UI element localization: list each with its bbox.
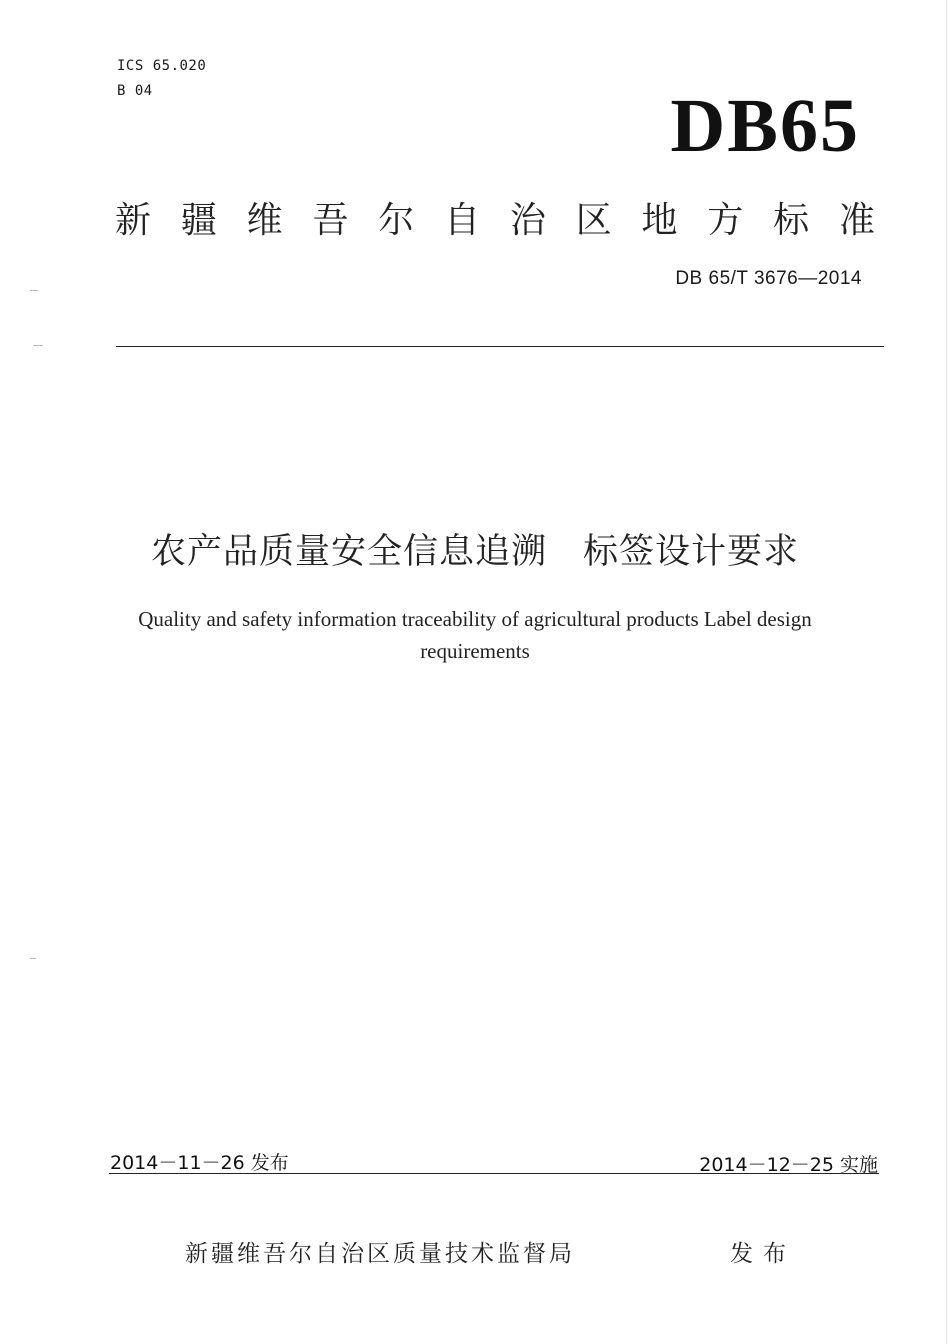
issuer-heading-char: 准 bbox=[838, 200, 875, 241]
top-divider bbox=[116, 346, 884, 347]
title-english-line: requirements bbox=[420, 639, 530, 663]
issuer-heading bbox=[115, 192, 875, 243]
issuer-heading-char: 治 bbox=[509, 200, 546, 241]
issuer-heading-char: 尔 bbox=[378, 200, 415, 241]
ccs-code: B 04 bbox=[117, 83, 153, 99]
issuer-heading-char: 疆 bbox=[180, 200, 217, 241]
issuer-heading-char: 标 bbox=[773, 200, 810, 241]
issue-date: 2014－11－26 发布 bbox=[110, 1152, 289, 1174]
title-english bbox=[100, 603, 850, 667]
standard-number: DB 65/T 3676—2014 bbox=[675, 268, 862, 289]
bottom-divider bbox=[109, 1173, 879, 1174]
issuer-heading-char: 区 bbox=[575, 200, 612, 241]
scan-edge bbox=[946, 0, 947, 1344]
ics-code: ICS 65.020 bbox=[117, 58, 207, 74]
scan-speck bbox=[30, 290, 38, 291]
issuer-heading-char: 方 bbox=[707, 200, 744, 241]
implementation-date: 2014－12－25 实施 bbox=[699, 1154, 878, 1176]
issuer-heading-char: 自 bbox=[444, 200, 481, 241]
title-english-line: Quality and safety information traceability of agricultural products Label design bbox=[138, 607, 812, 631]
scan-speck bbox=[30, 958, 36, 959]
scan-speck bbox=[33, 345, 43, 346]
issuer-heading-char: 新 bbox=[115, 200, 152, 241]
publish-label: 发布 bbox=[730, 1241, 796, 1267]
db65-logo: DB65 bbox=[670, 84, 860, 168]
issuer-heading-char: 地 bbox=[641, 200, 678, 241]
issuing-authority: 新疆维吾尔自治区质量技术监督局 bbox=[185, 1241, 575, 1267]
issuer-heading-char: 维 bbox=[246, 200, 283, 241]
issuer-heading-char: 吾 bbox=[312, 200, 349, 241]
title-chinese: 农产品质量安全信息追溯 标签设计要求 bbox=[150, 532, 799, 572]
